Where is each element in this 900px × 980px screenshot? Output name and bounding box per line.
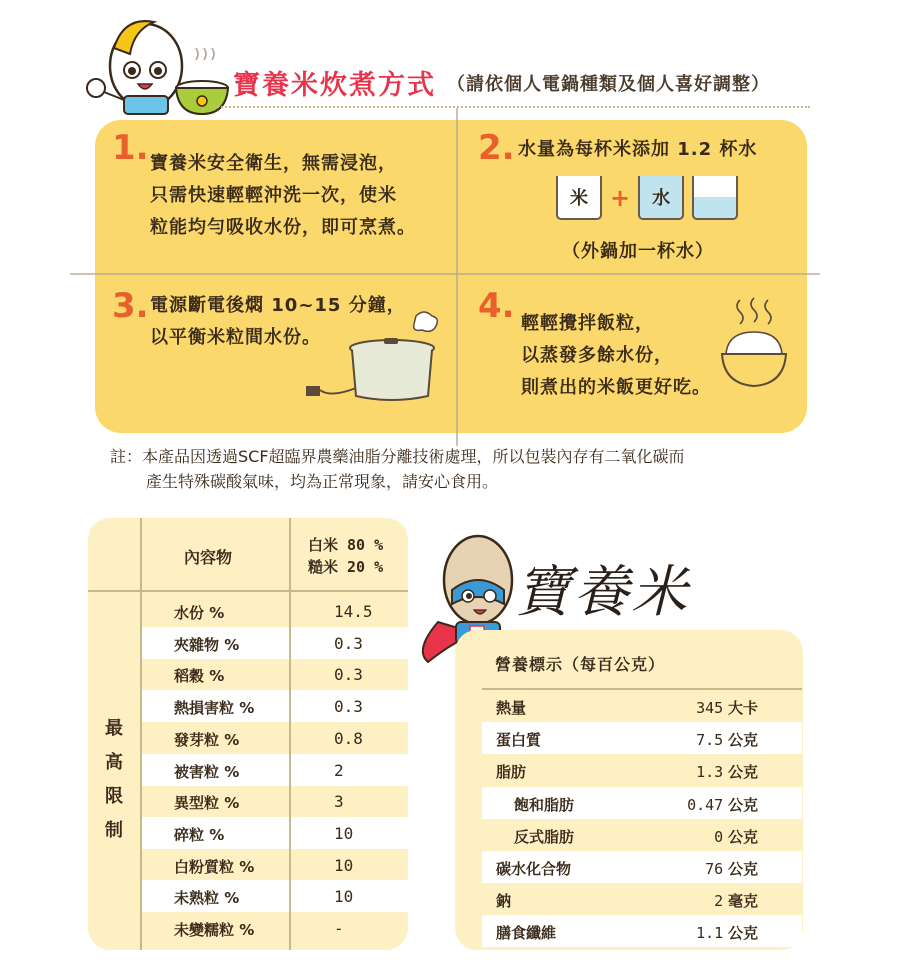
header-value-white-rice: 白米 80 %: [308, 536, 384, 554]
cup-diagram: [556, 176, 738, 220]
header-value-brown-rice: 糙米 20 %: [308, 558, 384, 576]
nutrient-name: 碳水化合物: [496, 860, 572, 878]
grade-limit-value: 14.5: [334, 602, 373, 621]
step-4-line: 以蒸發多餘水份，: [521, 345, 673, 366]
nutrient-unit: 公克: [727, 763, 758, 782]
nutrient-unit: 公克: [727, 827, 758, 846]
rice-cup-icon: 米: [556, 176, 602, 220]
nutrient-value: 345: [696, 699, 724, 717]
side-label-max-limit: [102, 712, 126, 848]
note-line: 產生特殊碳酸氣味，均為正常現象，請安心食用。: [146, 472, 499, 491]
nutrient-amount: [696, 761, 758, 782]
water-cup-partial-icon: [692, 176, 738, 220]
grade-limit-name: 未變糯粒 %: [174, 921, 255, 939]
grade-limit-name: 發芽粒 %: [174, 730, 240, 749]
grade-limit-row: [142, 658, 408, 690]
steps-vertical-divider: [456, 108, 458, 446]
grade-limit-row: [142, 754, 408, 786]
step-3-line: 以平衡米粒間水份。: [150, 327, 321, 348]
nutrient-value: 2: [714, 892, 724, 911]
nutrient-unit: 公克: [727, 795, 758, 814]
nutrition-title: 營養標示（每百公克）: [495, 655, 666, 674]
rice-cooker-icon: [300, 308, 450, 408]
grade-limit-name: 被害粒 %: [174, 762, 240, 781]
note-line: 註：本產品因透過SCF超臨界農藥油脂分離技術處理，所以包裝內存有二氧化碳而: [110, 447, 685, 466]
nutrient-unit: 公克: [727, 731, 758, 750]
rice-bowl-icon: [716, 296, 792, 392]
grade-limit-row: [142, 595, 408, 627]
nutrient-amount: [714, 826, 758, 847]
step-1-text: [150, 148, 416, 244]
grade-limit-name: 異型粒 %: [174, 794, 240, 813]
table-col-divider: [289, 518, 291, 950]
grade-limit-value: 0.8: [334, 728, 363, 748]
step-1-number: 1 .: [112, 128, 149, 168]
page-title: 寶養米炊煮方式: [233, 70, 436, 101]
nutrient-unit: 大卡: [727, 699, 758, 717]
grade-limit-row: [142, 627, 408, 659]
grade-limit-value: 0.3: [334, 665, 363, 685]
step-3-number: 3 .: [112, 286, 149, 326]
nutrition-row: [482, 722, 802, 754]
nutrient-amount: [696, 729, 758, 750]
nutrient-value: 0.47: [687, 795, 724, 814]
nutrient-amount: [696, 922, 758, 943]
steps-horizontal-divider: [70, 273, 820, 275]
nutrient-name: 膳食纖維: [496, 924, 557, 943]
side-label-char: 高: [105, 752, 123, 773]
nutrient-value: 7.5: [696, 731, 724, 750]
nutrient-value: 76: [705, 860, 724, 878]
nutrient-name: 蛋白質: [496, 731, 542, 750]
nutrition-row: [482, 915, 802, 947]
nutrient-unit: 公克: [727, 924, 758, 943]
grade-limit-row: [142, 849, 408, 881]
mascot-egg-icon: [84, 8, 234, 118]
grade-limit-value: 10: [334, 887, 354, 907]
nutrient-amount: [705, 858, 758, 879]
step-4-text: [521, 308, 711, 404]
nutrition-row: [482, 819, 802, 851]
side-label-char: 限: [105, 786, 123, 807]
grade-limit-row: [142, 785, 408, 817]
side-label-char: 制: [105, 820, 123, 841]
step-2-number: 2 .: [478, 128, 515, 168]
nutrient-name: 反式脂肪: [514, 827, 575, 846]
grade-limit-name: 夾雜物 %: [174, 635, 240, 654]
nutrient-name: 飽和脂肪: [514, 795, 575, 814]
grade-limit-value: 0.3: [334, 633, 363, 653]
nutrient-amount: [696, 697, 758, 718]
page-subtitle: （請依個人電鍋種類及個人喜好調整）: [447, 74, 770, 95]
grade-limit-row: [142, 690, 408, 722]
nutrient-name: 鈉: [496, 892, 512, 911]
nutrient-name: 脂肪: [496, 763, 527, 782]
header-divider: [210, 106, 810, 108]
nutrient-unit: 公克: [727, 860, 758, 878]
step-2-note: （外鍋加一杯水）: [562, 241, 714, 262]
table-col-divider: [140, 518, 142, 950]
nutrient-name: 熱量: [496, 699, 527, 717]
grade-limit-value: 10: [334, 823, 354, 843]
table-header-divider: [88, 590, 408, 592]
step-3-line: 電源斷電後燜 10~15 分鐘，: [150, 295, 406, 316]
grade-limit-name: 未熟粒 %: [174, 889, 240, 908]
nutrient-value: 1.3: [696, 763, 724, 782]
grade-limit-value: 3: [334, 792, 344, 812]
grade-limit-value: -: [334, 919, 344, 938]
grade-limit-value: 2: [334, 760, 344, 780]
nutrient-amount: [714, 890, 758, 911]
nutrient-unit: 毫克: [727, 892, 758, 911]
nutrition-row: [482, 883, 802, 915]
table-header-label: 內容物: [184, 548, 233, 567]
grade-limit-row: [142, 722, 408, 754]
nutrient-value: 0: [714, 827, 724, 846]
step-1-line: 寶養米安全衛生，無需浸泡，: [150, 153, 397, 174]
nutrition-row: [482, 754, 802, 786]
disclaimer-note: [110, 444, 685, 494]
grade-limit-name: 稻穀 %: [174, 667, 225, 686]
nutrition-row: [482, 787, 802, 819]
grade-limit-row: [142, 817, 408, 849]
grade-limit-value: 0.3: [334, 697, 363, 717]
grade-limit-row: [142, 912, 408, 944]
nutrition-row: [482, 690, 802, 722]
step-1-line: 只需快速輕輕沖洗一次，使米: [150, 185, 397, 206]
step-4-line: 輕輕攪拌飯粒，: [521, 313, 654, 334]
grade-limit-name: 熱損害粒 %: [174, 699, 255, 718]
grade-limit-name: 白粉質粒 %: [174, 857, 255, 876]
grade-limit-value: 10: [334, 855, 354, 875]
nutrient-amount: [687, 794, 758, 815]
nutrient-value: 1.1: [696, 924, 724, 943]
plus-icon: +: [610, 184, 631, 212]
side-label-char: 最: [105, 718, 123, 739]
step-4-line: 則煮出的米飯更好吃。: [521, 377, 711, 398]
grade-limit-name: 水份 %: [174, 604, 225, 622]
table-header-values: [308, 534, 383, 578]
brand-calligraphy: 寶養米: [515, 560, 689, 625]
step-4-number: 4 .: [478, 286, 515, 326]
water-cup-icon: 水: [638, 176, 684, 220]
step-2-text: 水量為每杯米添加 1.2 杯水: [518, 139, 758, 160]
step-1-line: 粒能均勻吸收水份，即可烹煮。: [150, 217, 416, 238]
nutrition-row: [482, 851, 802, 883]
grade-limit-name: 碎粒 %: [174, 825, 225, 844]
grade-limit-row: [142, 880, 408, 912]
